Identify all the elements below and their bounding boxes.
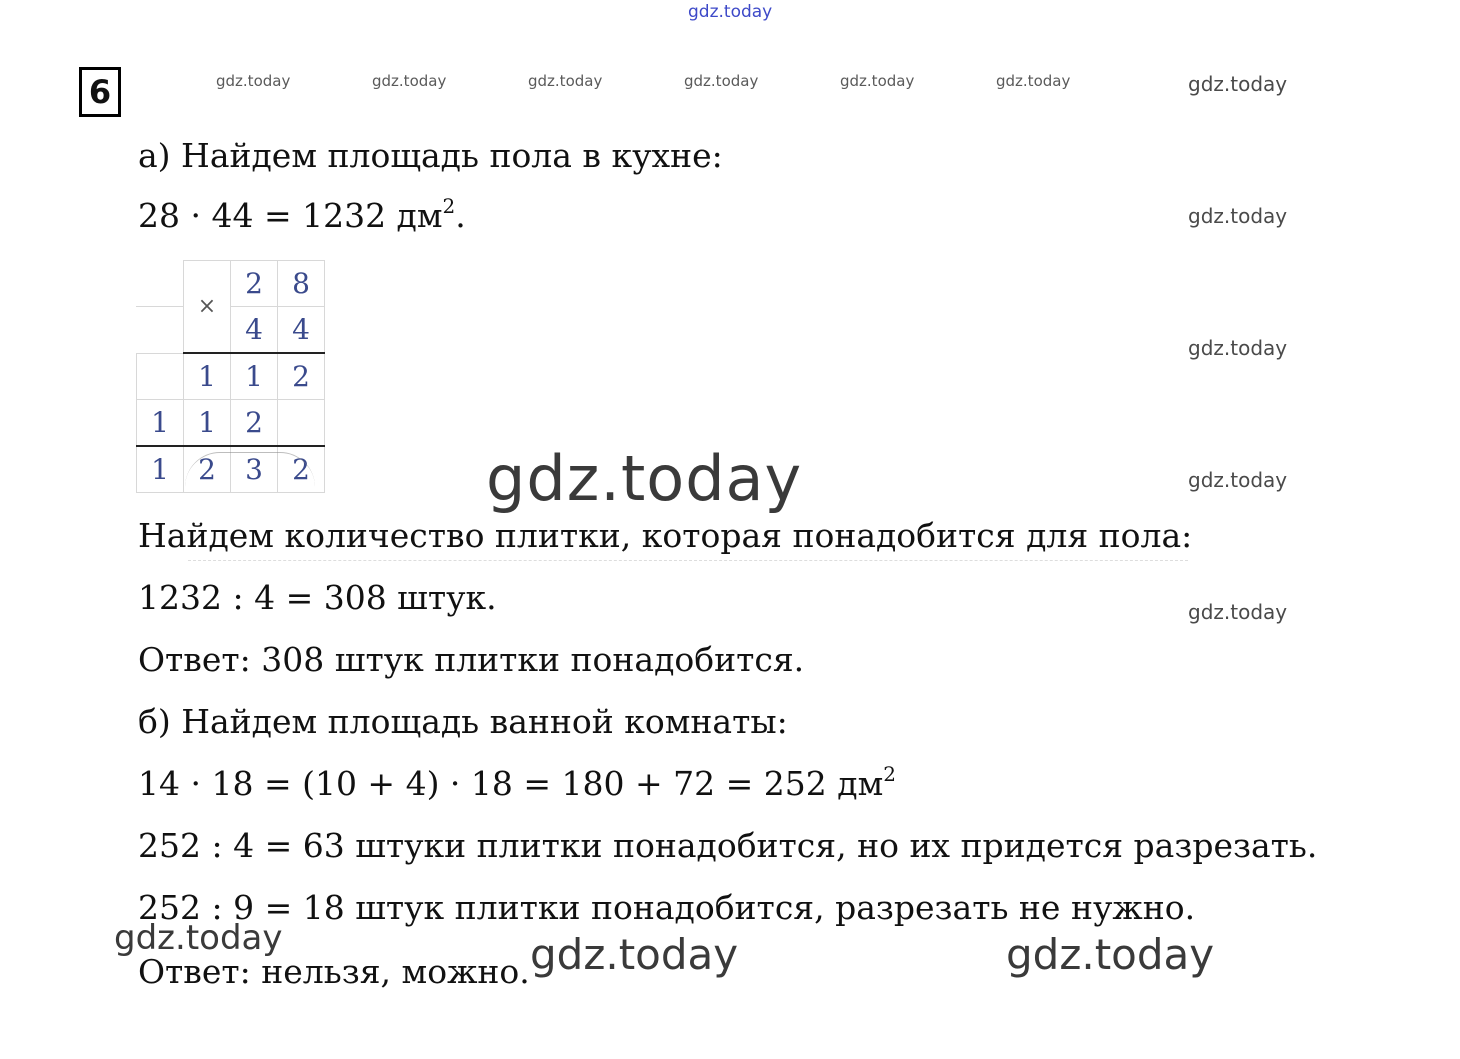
superscript: 2 <box>442 194 456 218</box>
grid-cell: 1 <box>231 353 278 400</box>
part-a-answer: Ответ: 308 штук плитки понадобится. <box>138 640 805 679</box>
watermark: gdz.today <box>372 72 447 90</box>
division-arc <box>185 452 315 487</box>
watermark: gdz.today <box>1188 72 1288 96</box>
superscript: 2 <box>883 762 896 786</box>
watermark: gdz.today <box>114 918 283 958</box>
grid-cell <box>137 353 184 400</box>
watermark: gdz.today <box>528 72 603 90</box>
part-b-answer: Ответ: нельзя, можно. <box>138 952 530 991</box>
grid-cell: 1 <box>184 400 231 447</box>
watermark: gdz.today <box>1188 336 1288 360</box>
watermark-top: gdz.today <box>688 2 773 22</box>
watermark: gdz.today <box>1188 468 1288 492</box>
watermark-large: gdz.today <box>486 442 803 515</box>
grid-cell: 8 <box>278 261 325 307</box>
watermark: gdz.today <box>1188 204 1288 228</box>
part-b-equation: 14 · 18 = (10 + 4) · 18 = 180 + 72 = 252 $дм^2$ <box>138 762 896 803</box>
tiles-equation: 1232 : 4 = 308 штук. <box>138 578 497 617</box>
part-a-equation: 28 · 44 = 1232 $дм^2$. <box>138 194 466 235</box>
grid-cell: 4 <box>231 307 278 354</box>
multiply-sign: × <box>184 261 231 354</box>
watermark: gdz.today <box>840 72 915 90</box>
watermark: gdz.today <box>1188 600 1288 624</box>
grid-cell: 4 <box>278 307 325 354</box>
watermark: gdz.today <box>996 72 1071 90</box>
watermark: gdz.today <box>1006 930 1215 979</box>
watermark: gdz.today <box>216 72 291 90</box>
watermark: gdz.today <box>684 72 759 90</box>
grid-cell: 1 <box>137 446 184 493</box>
part-b-heading: б) Найдем площадь ванной комнаты: <box>138 702 788 741</box>
grid-cell: 2 <box>184 446 231 493</box>
task-number: 6 <box>79 67 121 117</box>
watermark: gdz.today <box>530 930 739 979</box>
grid-cell: 2 <box>278 446 325 493</box>
grid-cell: 2 <box>278 353 325 400</box>
grid-cell: 2 <box>231 261 278 307</box>
grid-cell: 1 <box>184 353 231 400</box>
grid-cell <box>137 261 184 307</box>
grid-cell: 2 <box>231 400 278 447</box>
grid-cell: 1 <box>137 400 184 447</box>
grid-cell <box>137 307 184 354</box>
grid-cell: 3 <box>231 446 278 493</box>
part-a-heading: а) Найдем площадь пола в кухне: <box>138 136 723 175</box>
part-b-line-3: 252 : 9 = 18 штук плитки понадобится, разрезать не нужно. <box>138 888 1196 927</box>
tiles-heading: Найдем количество плитки, которая понадобится для пола: <box>138 516 1193 555</box>
part-b-line-2: 252 : 4 = 63 штуки плитки понадобится, но их придется разрезать. <box>138 826 1318 865</box>
grid-cell <box>278 400 325 447</box>
